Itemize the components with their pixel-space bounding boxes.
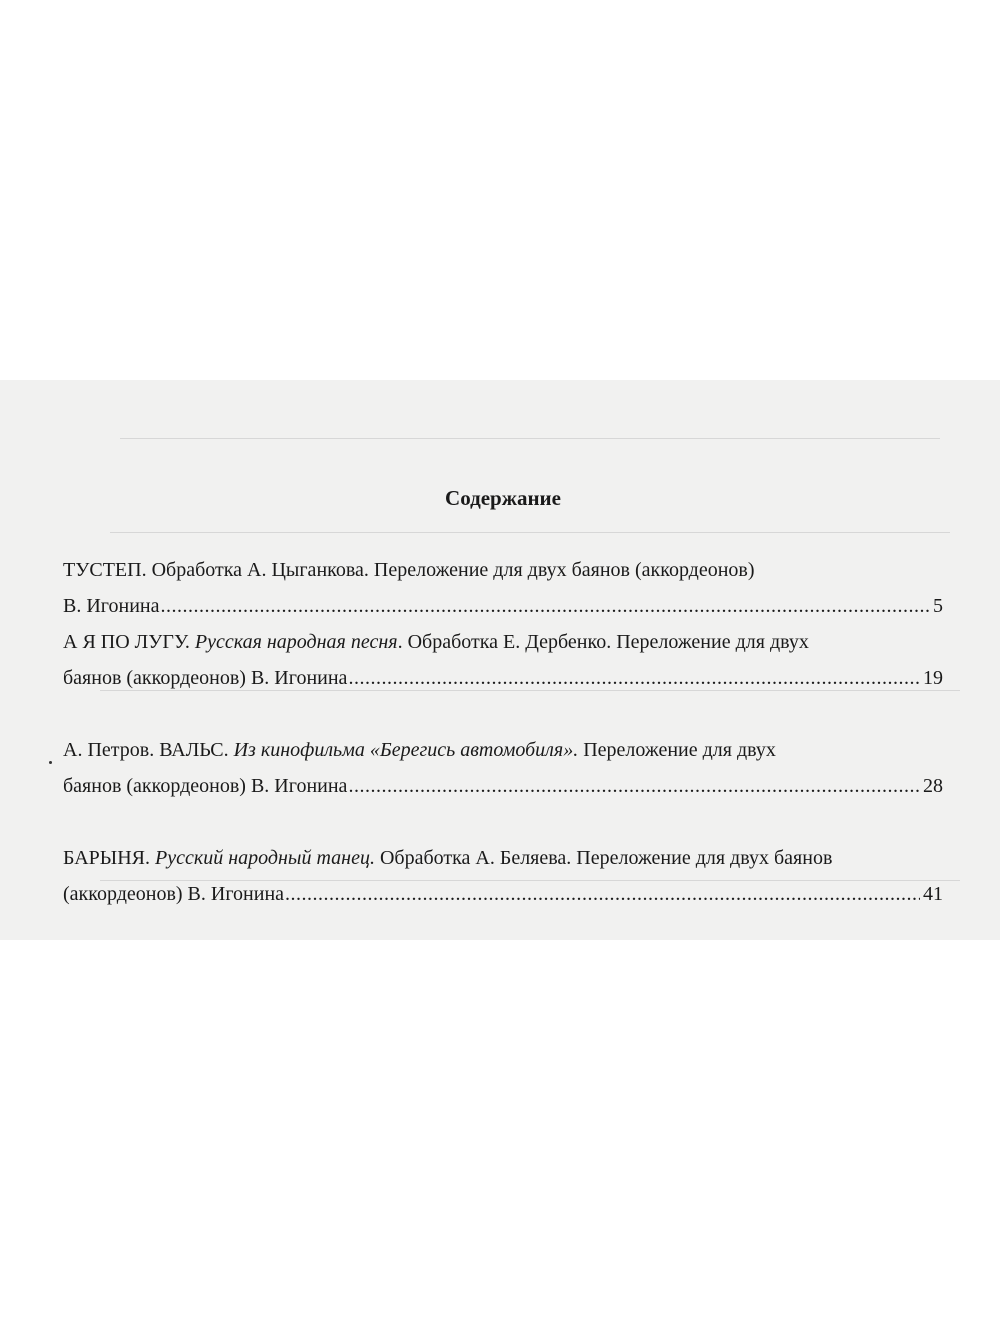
toc-entry-text: Переложение для двух (578, 739, 776, 761)
toc-entry-line (63, 773, 943, 809)
dot-leader (348, 665, 920, 691)
toc-entry-line (63, 881, 943, 917)
toc-page-number: 28 (923, 775, 943, 797)
toc-entry-text: (аккордеонов) В. Игонина (63, 883, 285, 905)
toc-entry-line (63, 737, 943, 773)
stray-dot (49, 761, 52, 764)
toc-entry-text: . Обработка Е. Дербенко. Переложение для двух (397, 631, 809, 653)
toc-entry-text: баянов (аккордеонов) В. Игонина (63, 667, 348, 689)
toc-entry-text: ТУСТЕП. Обработка А. Цыганкова. Переложение для двух баянов (аккордеонов) (63, 559, 755, 581)
dot-leader (285, 881, 920, 907)
toc-entry-line (63, 593, 943, 629)
toc-page-number: 5 (933, 595, 943, 617)
toc-entry (63, 845, 943, 917)
dot-leader (160, 593, 930, 619)
toc-entry-line (63, 665, 943, 701)
toc-page-number: 19 (923, 667, 943, 689)
dot-leader (348, 773, 920, 799)
toc-entry-line (63, 845, 943, 881)
toc-entry-subtitle: Из кинофильма «Берегись автомобиля». (233, 739, 579, 761)
bleed-through-line (120, 438, 940, 439)
toc-entry-subtitle: Русский народный танец. (155, 847, 375, 869)
toc-entry-text: БАРЫНЯ. (63, 847, 156, 869)
toc-entry-subtitle: Русская народная песня (194, 631, 398, 653)
toc-entry (63, 629, 943, 701)
toc-page-number: 41 (923, 883, 943, 905)
toc-entry-text: В. Игонина (63, 595, 160, 617)
toc-entry-line (63, 629, 943, 665)
toc-entry-text: А. Петров. ВАЛЬС. (63, 739, 234, 761)
toc-entry-text: Обработка А. Беляева. Переложение для двух баянов (374, 847, 833, 869)
toc-entry (63, 557, 943, 629)
toc-entry-text: баянов (аккордеонов) В. Игонина (63, 775, 348, 797)
toc-title: Содержание (445, 486, 561, 510)
toc-entry (63, 737, 943, 809)
toc-entry-text: А Я ПО ЛУГУ. (63, 631, 195, 653)
toc-entry-line (63, 557, 943, 593)
bleed-through-line (110, 532, 950, 533)
